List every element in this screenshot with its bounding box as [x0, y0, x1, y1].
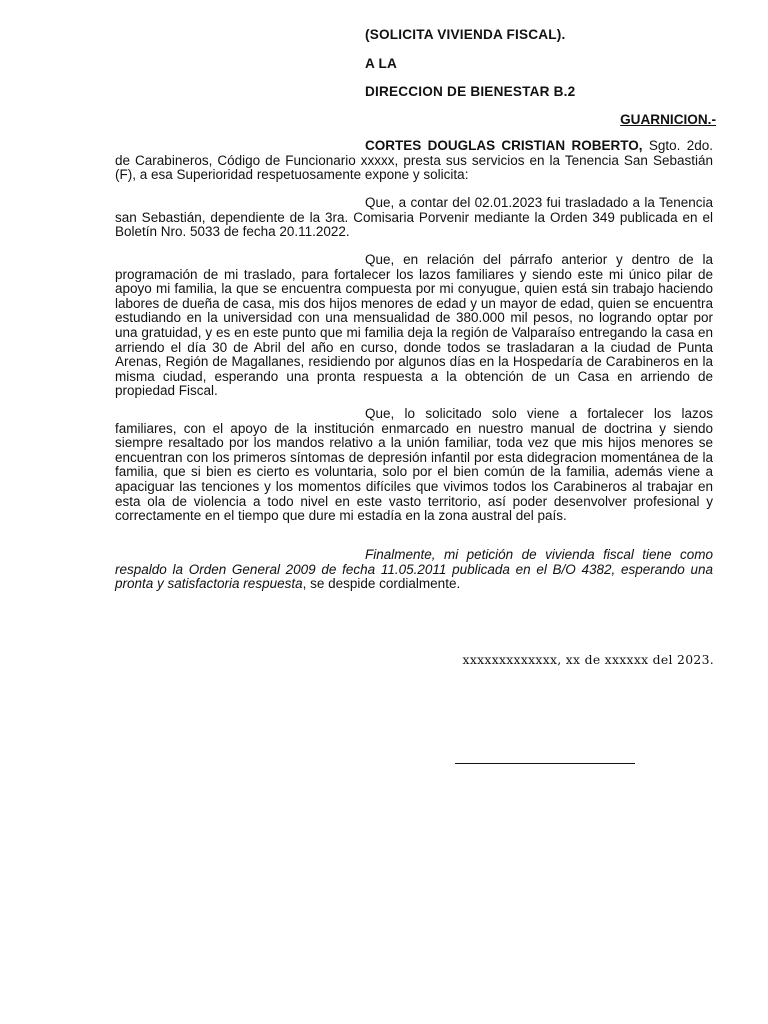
- paragraph-family: Que, en relación del párrafo anterior y dentro de la programación de mi traslado, para fortalecer los lazos familiares y siendo este mi único pilar de apoyo mi familia, la que se encuentra compuesta por mi conyugue, quien está sin trabajo haciendo labores de dueña de casa, mis dos hijos menores de edad y un mayor de edad, quien se encuentra estudiando en la universidad con una mensualidad de 380.000 mil pesos, no logrando optar por una gratuidad, y es en este punto que mi familia deja la región de Valparaíso entregando la casa en arriendo el día 30 de Abril del año en curso, donde todos se trasladaran a la ciudad de Punta Arenas, Región de Magallanes, residiendo por algunos días en la Hospedaría de Carabineros en la misma ciudad, esperando una pronta respuesta a la obtención de un Casa en arriendo de propiedad Fiscal.: [115, 252, 713, 399]
- paragraph-justification: Que, lo solicitado solo viene a fortalecer los lazos familiares, con el apoyo de la institución enmarcado en nuestro manual de doctrina y siendo siempre resaltado por los mandos relativo a la unión familiar, toda vez que mis hijos menores se encuentran con los primeros síntomas de depresión infantil por esta didegracion momentánea de la familia, que si bien es cierto es voluntaria, solo por el bien común de la familia, además viene a apaciguar las tenciones y los momentos difíciles que vivimos todos los Carabineros al trabajar en esta ola de violencia a todo nivel en este vasto territorio, así poder desenvolver profesional y correctamente en el tiempo que dure mi estadía en la zona austral del país.: [115, 406, 713, 524]
- closing-italic-text: Finalmente, mi petición de vivienda fiscal tiene como respaldo la Orden General 2009 de fecha 11.05.2011 publicada en el B/O 4382, esperando una pronta y satisfactoria respuesta: [115, 547, 713, 592]
- intro-paragraph: [115, 139, 713, 183]
- closing-plain-text: , se despide cordialmente.: [302, 576, 461, 592]
- addressee-prefix: A LA: [365, 56, 398, 71]
- garrison-heading: GUARNICION.-: [620, 112, 716, 127]
- paragraph-closing: [115, 548, 713, 592]
- place-and-date: xxxxxxxxxxxxx, xx de xxxxxx del 2023.: [462, 652, 714, 667]
- intro-text: Sgto. 2do. de Carabineros, Código de Funcionario xxxxx, presta sus servicios en la Tenencia San Sebastián (F), a esa Superioridad respetuosamente expone y solicita:: [115, 138, 713, 183]
- signature-line: [455, 763, 635, 764]
- subject-line: (SOLICITA VIVIENDA FISCAL).: [365, 27, 566, 42]
- paragraph-transfer: Que, a contar del 02.01.2023 fui trasladado a la Tenencia san Sebastián, dependiente de la 3ra. Comisaria Porvenir mediante la Orden 349 publicada en el Boletín Nro. 5033 de fecha 20.11.2022.: [115, 195, 713, 240]
- addressee-department: DIRECCION DE BIENESTAR B.2: [365, 84, 576, 99]
- applicant-name: CORTES DOUGLAS CRISTIAN ROBERTO,: [365, 138, 643, 153]
